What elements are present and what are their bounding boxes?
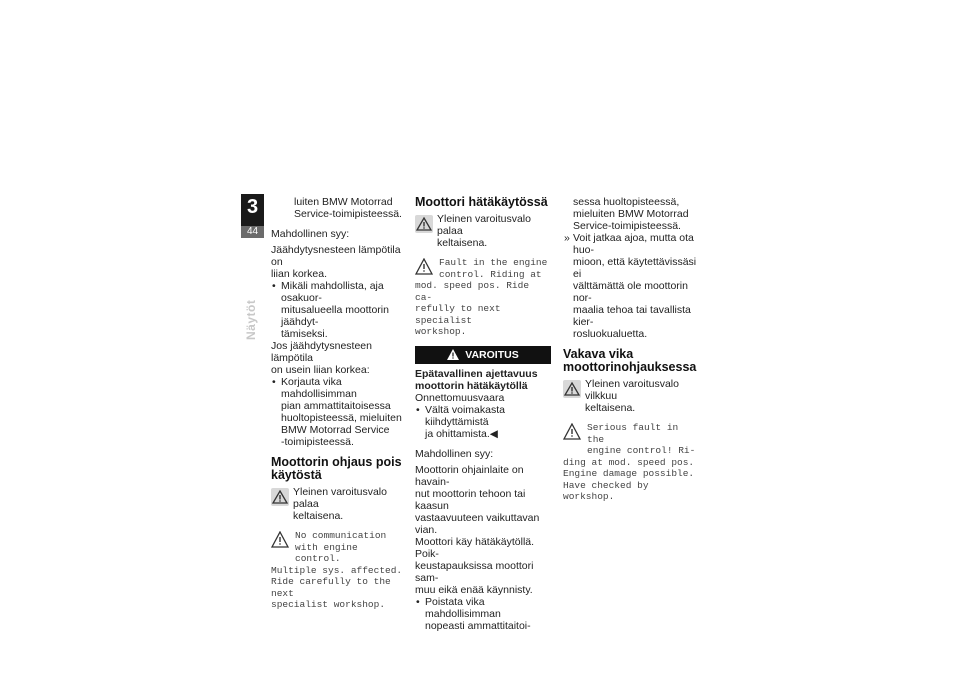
list-item: • Mikäli mahdollista, aja osakuor- mitusalueella moottorin jäähdyt- tämiseksi.	[271, 280, 403, 340]
section-heading: Moottori hätäkäytössä	[415, 195, 548, 209]
chapter-title: Näytöt	[244, 299, 258, 340]
column-3	[563, 196, 699, 503]
warning-triangle-icon	[271, 531, 289, 548]
list-item: • Korjauta vika mahdollisimman pian ammattitaitoisessa huoltopisteessä, mieluiten BMW Motorrad Service -toimipisteessä.	[271, 376, 403, 448]
list-item: • Vältä voimakasta kiihdyttämistä ja ohittamista.◀	[415, 404, 551, 440]
cause-label: Mahdollinen syy:	[415, 447, 494, 460]
warning-triangle-lamp-icon	[563, 380, 581, 398]
warning-lamp-row: Yleinen varoitusvalo vilkkuu keltaisena.	[563, 378, 699, 414]
section-heading: Moottorin ohjaus pois käytöstä	[271, 455, 402, 482]
warning-title: Epätavallinen ajettavuus moottorin hätäkäytöllä	[415, 367, 538, 392]
warning-subtitle: Onnettomuusvaara	[415, 391, 505, 404]
warning-triangle-icon	[415, 258, 433, 275]
cause-label: Mahdollinen syy:	[271, 228, 350, 240]
continued-text: sessa huoltopisteessä, mieluiten BMW Motorrad Service-toimipisteessä.	[573, 196, 689, 232]
continued-text: luiten BMW Motorrad Service-toimipisteessä.	[294, 196, 402, 220]
page-number: 44	[241, 226, 264, 238]
chapter-number: 3	[246, 196, 259, 218]
column-2: Moottori hätäkäytössä Yleinen varoitusvalo palaa keltaisena. Fault in the engine control. Riding at mod. speed pos. Ride ca- refully to next specialist workshop. VAROITUS Epätavallinen ajettavuus moottorin hätäkäytöllä Onnettomuusvaara • Vältä voimakasta kiihdyttämistä ja ohittamista.◀ Mahdollinen syy: Moottorin ohjainlaite on havain- nut moottorin tehoon tai kaasun vastaavuuteen vaikuttavan vian. Moottori käy hätäkäytöllä. Poik- keustapauksissa moottori sam- muu eikä enää käynnisty. • Poistata vika mahdollisimman nopeasti ammattitaitoi-	[415, 196, 551, 632]
warning-lamp-row: Yleinen varoitusvalo palaa keltaisena.	[415, 213, 551, 249]
warning-triangle-lamp-icon	[415, 215, 433, 233]
list-item: • Poistata vika mahdollisimman nopeasti ammattitaitoi-	[415, 596, 551, 632]
display-message: No communication with engine control. Multiple sys. affected. Ride carefully to the next specialist workshop.	[271, 530, 403, 610]
display-message: Serious fault in the engine control! Ri- ding at mod. speed pos. Engine damage possible. Have checked by workshop.	[563, 422, 696, 502]
warning-triangle-icon	[563, 423, 581, 440]
display-message: Fault in the engine control. Riding at mod. speed pos. Ride ca- refully to next specialist workshop.	[415, 257, 548, 337]
section-heading: Vakava vika moottorinohjauksessa	[563, 347, 697, 374]
column-1: luiten BMW Motorrad Service-toimipisteessä. Mahdollinen syy: Jäähdytysnesteen lämpötila on liian korkea. • Mikäli mahdollista, aja osakuor- mitusalueella moottorin jäähdyt- tämiseksi. Jos jäähdytysnesteen lämpötila on usein liian korkea: • Korjauta vika mahdollisimman pian ammattitaitoisessa huoltopisteessä, mieluiten BMW Motorrad Service -toimipisteessä. Moottorin ohjaus pois käytöstä Yleinen varoitusvalo palaa keltaisena. No communication with engine control. Multiple sys. affected. Ride carefully to the next specialist workshop.	[271, 196, 403, 611]
warning-lamp-row: Yleinen varoitusvalo palaa keltaisena.	[271, 486, 403, 522]
list-item: » Voit jatkaa ajoa, mutta ota huo- mioon, että käytettävissäsi ei välttämättä ole moottorin nor- maalia tehoa tai tavallista kier- rosluokualuetta.	[563, 232, 699, 340]
warning-banner: VAROITUS	[415, 346, 551, 364]
warning-triangle-lamp-icon	[271, 488, 289, 506]
warning-triangle-filled-icon	[447, 349, 459, 360]
